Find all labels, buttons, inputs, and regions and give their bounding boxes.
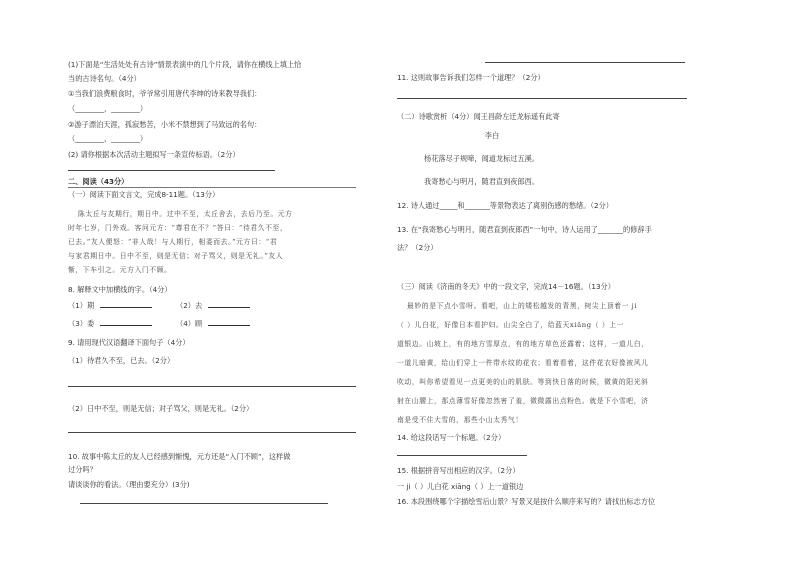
passage-line: 惭，下车引之。元方入门不顾。: [68, 266, 172, 274]
q9-1: （1）待君久不至，已去。（2分）: [68, 356, 175, 365]
passage-line: （ ）儿白花，好像日本看护妇。山尖全白了，给蓝天xiāng（ ）上一: [397, 321, 625, 329]
q10-line2: 过分吗？: [68, 465, 97, 474]
passage-line: 一道儿暗黄，给山们穿上一件带水纹的花衣；看着看着，这件花衣好像被风儿: [397, 359, 649, 367]
q1-a-blank[interactable]: （________，________）: [68, 104, 148, 113]
q8-blank-2[interactable]: [208, 300, 250, 308]
q8-blank-3[interactable]: [100, 318, 152, 326]
q10-answer-line[interactable]: [80, 503, 328, 504]
q8-item-1: （1）期: [68, 300, 152, 310]
poem-line-2: 我寄愁心与明月，随君直到夜郎西。: [424, 177, 540, 186]
passage-line: 南是受不住大雪的，那些小山太秀气！: [397, 416, 523, 424]
passage-line: 与家君期日中。日中不至，则是无信；对子骂父，则是无礼。”友人: [68, 252, 284, 260]
q2-answer-line[interactable]: [68, 170, 275, 171]
q1-line1: (1)下面是“生活处处有古诗”情景表演中的几个片段，请你在横线上填上恰: [68, 60, 302, 69]
q1-a: ①当我们浪费粮食时，爷爷常引用唐代李绅的诗来教导我们：: [68, 89, 262, 98]
sub-section-3: （三）阅读《济南的冬天》中的一段文字，完成14－16题。（13分）: [397, 282, 615, 291]
section-divider: [68, 187, 356, 188]
poem-header: （二）诗歌赏析（4分）闻王昌龄左迁龙标遥有此寄: [397, 112, 560, 121]
q1-b-blank[interactable]: （________，________）: [68, 134, 148, 143]
q9-1-answer-line[interactable]: [68, 386, 356, 387]
q8-blank-4[interactable]: [208, 318, 250, 326]
q15-prompt: 15. 根据拼音写出相应的汉字。（2分）: [397, 466, 520, 475]
q10-continuation-line[interactable]: [485, 62, 685, 63]
poem-author: 李白: [484, 131, 500, 140]
q13-line2: 法？（2分）: [397, 243, 438, 252]
q9-2-answer-line[interactable]: [68, 432, 356, 433]
q1-b: ②游子漂泊天涯，孤寂愁苦，小米不禁想到了马致远的名句：: [68, 120, 262, 129]
passage-line: 已去。”友人便怒：“非人哉！与人期行，相委而去。”元方曰：“君: [68, 238, 278, 246]
q10-line1: 10. 故事中陈太丘的友人已经感到惭愧，元方还是“入门不顾”，这样做: [68, 452, 291, 461]
q9-prompt: 9. 请用现代汉语翻译下面句子（4分）: [68, 338, 190, 347]
q8-item-2: （2）去: [176, 300, 250, 310]
q1-line2: 当的古诗名句。（4分）: [68, 74, 141, 83]
q14-answer-line[interactable]: [397, 455, 527, 456]
section-reading: 二、阅读（43分）: [68, 177, 129, 186]
passage-line: 时年七岁，门外戏。客问元方：“尊君在不？”答曰：“待君久不至，: [68, 224, 288, 232]
q16-prompt: 16. 本段围绕哪个字描绘雪后山景？写景又是按什么顺序来写的？请找出标志方位: [397, 497, 656, 506]
passage-line: 射在山腰上，那点薄雪好像忽然害了羞，微微露出点粉色。就是下小雪吧，济: [397, 397, 649, 405]
passage-line: 吹动，叫你希望看见一点更美的山的肌肤。等到快日落的时候，微黄的阳光斜: [397, 378, 649, 386]
poem-line-1: 杨花落尽子规啼，闻道龙标过五溪。: [424, 154, 540, 163]
q14-prompt: 14. 给这段话写一个标题。（2分）: [397, 433, 506, 442]
q9-2: （2）日中不至，则是无信；对子骂父，则是无礼。（2分）: [68, 404, 254, 413]
passage-line: 最妙的是下点小雪呀。看吧，山上的矮松越发的青黑，树尖上顶着一 ji: [407, 302, 638, 310]
passage-line: 道银边。山坡上，有的地方雪厚点，有的地方草色还露着；这样，一道儿白，: [397, 340, 649, 348]
q10-line3: 请谈谈你的看法。（理由要充分）(3分): [68, 480, 190, 489]
passage-line: 陈太丘与友期行，期日中。过中不至，太丘舍去，去后乃至。元方: [78, 210, 293, 218]
q12-prompt: 12. 诗人通过_____和_______等景物表达了离别伤感的愁绪。（2分）: [397, 201, 613, 210]
q8-prompt: 8. 解释文中加横线的字。（4分）: [68, 285, 172, 294]
q11-prompt: 11. 这则故事告诉我们怎样一个道理？（2分）: [397, 73, 545, 82]
q11-answer-line[interactable]: [397, 98, 687, 99]
q15-items[interactable]: 一 ji（ ）儿白花 xiāng（ ）上一道银边: [397, 482, 524, 491]
q2-prompt: (2) 请你根据本次活动主题拟写一条宣传标语。（2分）: [68, 150, 240, 159]
q8-blank-1[interactable]: [100, 300, 152, 308]
q8-item-4: （4）顾: [176, 318, 250, 328]
q8-item-3: （3）委: [68, 318, 152, 328]
q13-line1: 13. 在“我寄愁心与明月，随君直到夜郎西”一句中，诗人运用了_______的修辞手: [397, 225, 652, 234]
sub-section-1: （一）阅读下面文言文，完成8-11题。（13分）: [68, 190, 220, 199]
